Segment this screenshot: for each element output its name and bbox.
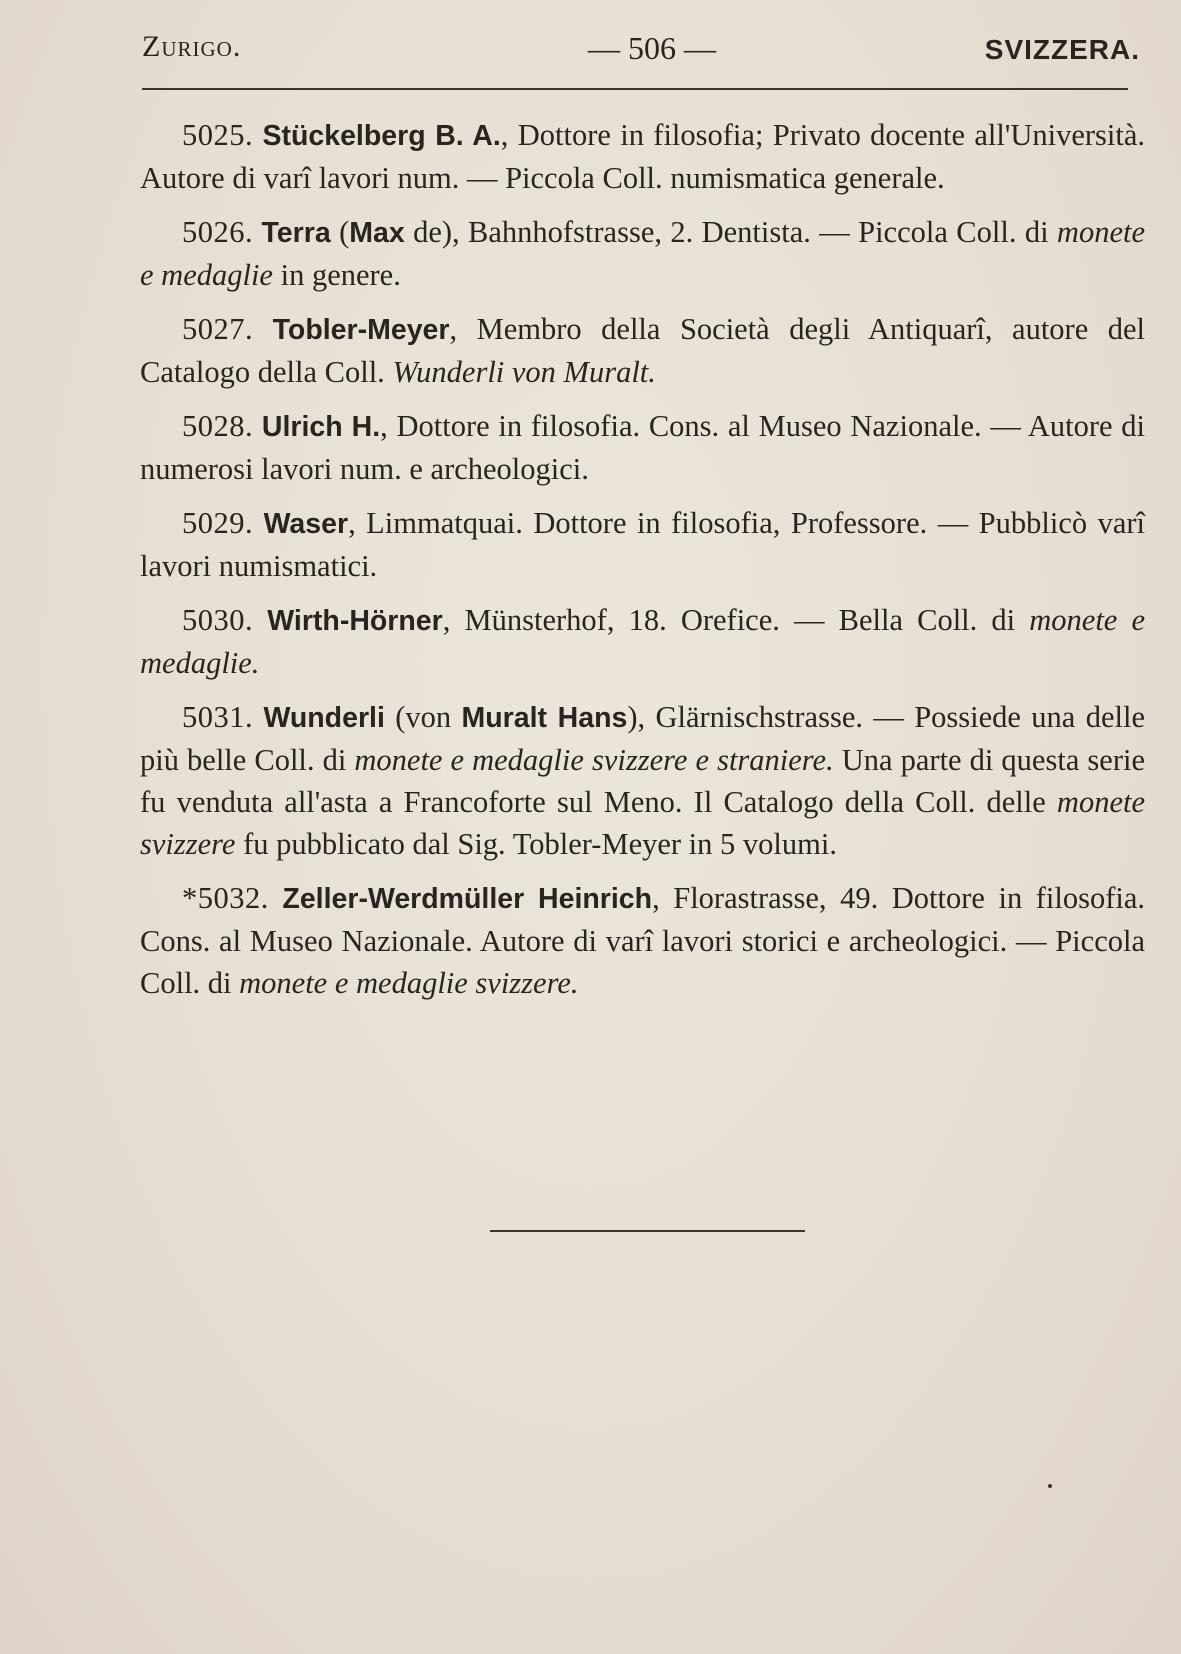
entry-number: 5030. — [182, 603, 254, 637]
entry-name: Ulrich H. — [261, 411, 381, 443]
entry-italic-text: monete svizzere — [140, 785, 1145, 861]
entry-5026 — [140, 211, 1145, 296]
header-city: Zurigo. — [142, 30, 242, 63]
entry-text: fu pubblicato dal Sig. Tobler-Meyer in 5 volumi. — [235, 827, 837, 861]
entry-name: Wirth-Hörner — [267, 605, 443, 637]
entry-italic-text: monete e medaglie. — [140, 603, 1146, 680]
end-rule — [490, 1230, 805, 1232]
entry-text: ( — [330, 215, 350, 249]
header-country: SVIZZERA. — [984, 34, 1140, 65]
entry-italic-text: Wunderli von Muralt. — [392, 355, 656, 389]
entry-number: 5028. — [182, 409, 254, 443]
entry-number: 5029. — [182, 506, 254, 540]
entry-name: Zeller-Werdmüller Heinrich — [282, 883, 653, 915]
entry-5029 — [140, 502, 1145, 587]
entry-number: 5027. — [182, 312, 254, 346]
entry-text: , Dottore in filosofia; Privato docente all'Università. Autore di varî lavori num. — Piccola Coll. numismatica generale. — [140, 118, 1146, 195]
entry-5025 — [140, 114, 1145, 199]
entry-name: Waser — [263, 508, 349, 540]
entry-text: , Membro della Società degli Antiquarî, autore del Catalogo della Coll. — [140, 312, 1146, 389]
entry-list — [140, 114, 1145, 1016]
entry-text: , Limmatquai. Dottore in filosofia, Professore. — Pubblicò varî lavori numismatici. — [140, 506, 1145, 583]
entry-number: 5031. — [182, 700, 254, 734]
entry-italic-text: monete e medaglie svizzere. — [239, 966, 579, 1000]
entry-number: 5026. — [182, 215, 254, 249]
entry-name: Wunderli — [263, 702, 385, 734]
entry-number: *5032. — [182, 881, 269, 915]
entry-text: ), Glärnischstrasse. — Possiede una delle più belle Coll. di — [140, 700, 1145, 777]
running-header — [142, 30, 1140, 80]
entry-5032 — [140, 877, 1145, 1004]
entry-5031 — [140, 696, 1145, 865]
entry-text: Una parte di questa serie fu venduta all'asta a Francoforte sul Meno. Il Catalogo della Coll. delle — [140, 743, 1145, 819]
entry-5027 — [140, 308, 1145, 393]
header-page-number: — 506 — — [588, 30, 716, 66]
entry-name-secondary: Muralt Hans — [461, 702, 628, 734]
entry-text: , Münsterhof, 18. Orefice. — Bella Coll. di — [442, 603, 1030, 637]
entry-5030 — [140, 599, 1145, 684]
entry-text: de), Bahnhofstrasse, 2. Dentista. — Piccola Coll. di — [404, 215, 1057, 249]
entry-name: Tobler-Meyer — [272, 314, 450, 346]
entry-name-secondary: Max — [349, 217, 405, 249]
header-rule — [142, 88, 1128, 90]
entry-italic-text: monete e medaglie — [140, 215, 1145, 292]
entry-text: in genere. — [272, 258, 401, 292]
entry-number: 5025. — [182, 118, 254, 152]
entry-text: (von — [384, 700, 462, 734]
entry-name: Terra — [261, 217, 331, 249]
paper-speck — [1048, 1484, 1052, 1488]
entry-text: , Florastrasse, 49. Dottore in filosofia. Cons. al Museo Nazionale. Autore di varî lavori storici e archeologici. — Piccola Coll. di — [140, 881, 1145, 1000]
entry-5028 — [140, 405, 1145, 490]
entry-text: , Dottore in filosofia. Cons. al Museo Nazionale. — Autore di numerosi lavori num. e archeologici. — [140, 409, 1146, 486]
entry-name: Stückelberg B. A. — [262, 120, 501, 152]
entry-italic-text: monete e medaglie svizzere e straniere. — [354, 743, 834, 777]
